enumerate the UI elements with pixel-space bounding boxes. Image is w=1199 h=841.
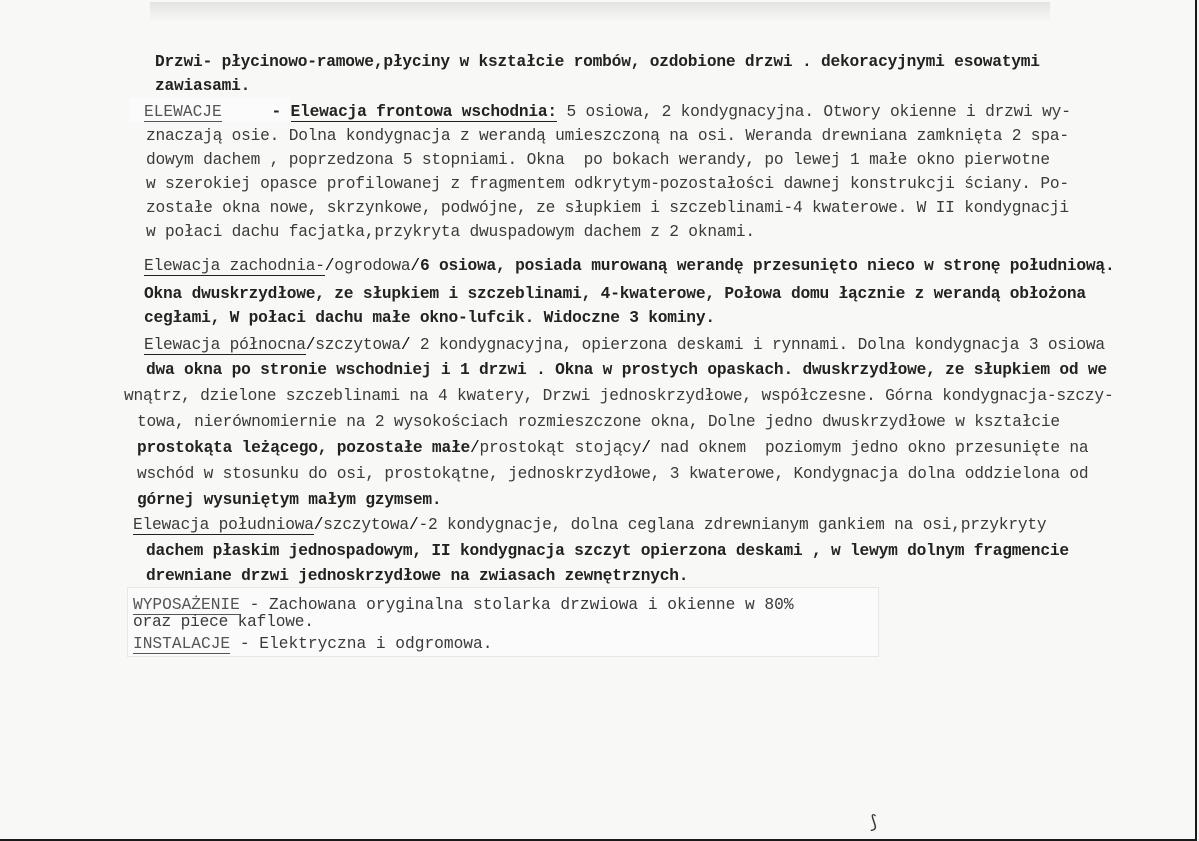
slash-mark: /	[641, 439, 651, 457]
dash: -	[262, 103, 291, 121]
line-12-tail: 2 kondygnacyjna, opierzona deskami i rynnami. Dolna kondygnacja 3 osiowa	[410, 336, 1105, 354]
line-3-rest: 5 osiowa, 2 kondygnacyjna. Otwory okienne i drzwi wy-	[556, 103, 1071, 121]
text-line-2: zawiasami.	[155, 77, 251, 95]
text-line-6: w szerokiej opasce profilowanej z fragmentem odkrytym-pozostałości dawnej konstrukcji ściany. Po-	[146, 175, 1069, 193]
slash-mark: /	[313, 516, 324, 534]
slash-mark: /	[305, 336, 316, 354]
text-line-9	[144, 254, 1114, 278]
text-line-16	[137, 436, 1088, 460]
line-22-rest: - Zachowana oryginalna stolarka drzwiowa i okienne w 80%	[239, 596, 794, 614]
line-12-mid: szczytowa	[315, 336, 401, 354]
text-line-19	[133, 513, 1046, 537]
line-16-c: nad oknem poziomym jedno okno przesunięte na	[650, 439, 1089, 457]
text-line-4: znaczają osie. Dolna kondygnacja z werandą umieszczoną na osi. Weranda drewniana zamknięta 2 spa-	[146, 127, 1069, 145]
text-line-10: Okna dwuskrzydłowe, ze słupkiem i szczeblinami, 4-kwaterowe, Połowa domu łącznie z werandą obłożona	[144, 285, 1086, 303]
instalacje-heading-text: INSTALACJE	[133, 635, 231, 653]
text-line-3	[262, 100, 1071, 124]
text-line-12	[144, 333, 1105, 357]
line-16-a: prostokąta leżącego, pozostałe małe	[137, 439, 470, 457]
elevation-north-title: Elewacja północna	[144, 336, 306, 354]
text-line-14: wnątrz, dzielone szczeblinami na 4 kwatery, Drzwi jednoskrzydłowe, współczesne. Górna kondygnacja-szczy-	[124, 387, 1114, 405]
text-line-8: w połaci dachu facjatka,przykryta dwuspadowym dachem z 2 oknami.	[146, 223, 755, 241]
text-line-5: dowym dachem , poprzedzona 5 stopniami. Okna po bokach werandy, po lewej 1 małe okno pierwotne	[146, 151, 1050, 169]
slash-mark: /	[400, 336, 411, 354]
line-24-rest: - Elektryczna i odgromowa.	[230, 635, 493, 653]
line-16-b: prostokąt stojący	[479, 439, 642, 457]
text-line-18: górnej wysuniętym małym gzymsem.	[137, 491, 442, 509]
slash-mark: /	[324, 257, 335, 275]
line-9-mid: ogrodowa	[334, 257, 411, 275]
line-19-tail: -2 kondygnacje, dolna ceglana zdrewnianym gankiem na osi,przykryty	[418, 516, 1047, 534]
text-line-21: drewniane drzwi jednoskrzydłowe na zwiasach zewnętrznych.	[146, 567, 689, 585]
text-line-1: Drzwi- płycinowo-ramowe,płyciny w kształcie rombów, ozdobione drzwi . dekoracyjnymi esowatymi	[155, 53, 1040, 71]
line-9-tail: 6 osiowa, posiada murowaną werandę przesunięto nieco w stronę południową.	[419, 257, 1115, 275]
instalacje-heading	[133, 632, 492, 656]
elewacje-heading	[144, 100, 222, 124]
wyposazenie-heading-text: WYPOSAŻENIE	[133, 596, 240, 614]
text-line-20: dachem płaskim jednospadowym, II kondygnacja szczyt opierzona deskami , w lewym dolnym fragmencie	[146, 542, 1069, 560]
slash-mark: /	[470, 439, 480, 457]
text-line-13: dwa okna po stronie wschodniej i 1 drzwi . Okna w prostych opaskach. dwuskrzydłowe, ze słupkiem od we	[146, 361, 1107, 379]
text-line-23: oraz piece kaflowe.	[133, 613, 314, 631]
elevation-west-title: Elewacja zachodnia-	[144, 257, 325, 275]
slash-mark: /	[410, 257, 420, 275]
text-line-15: towa, nierównomiernie na 2 wysokościach rozmieszczone okna, Dolne jedno dwuskrzydłowe w kształcie	[137, 413, 1060, 431]
elevation-south-title: Elewacja południowa	[133, 516, 314, 534]
text-line-11: cegłami, W połaci dachu małe okno-lufcik. Widoczne 3 kominy.	[144, 309, 715, 327]
text-line-17: wschód w stosunku do osi, prostokątne, jednoskrzydłowe, 3 kwaterowe, Kondygnacja dolna oddzielona od	[137, 465, 1089, 483]
top-smudge	[150, 2, 1050, 22]
slash-mark: /	[408, 516, 419, 534]
elewacje-heading-text: ELEWACJE	[144, 103, 222, 121]
elevation-front-title: Elewacja frontowa wschodnia:	[290, 103, 557, 121]
edge-mark: ⟆	[868, 814, 879, 834]
line-19-mid: szczytowa	[323, 516, 409, 534]
text-line-7: zostałe okna nowe, skrzynkowe, podwójne, ze słupkiem i szczeblinami-4 kwaterowe. W II kondygnacji	[146, 199, 1069, 217]
